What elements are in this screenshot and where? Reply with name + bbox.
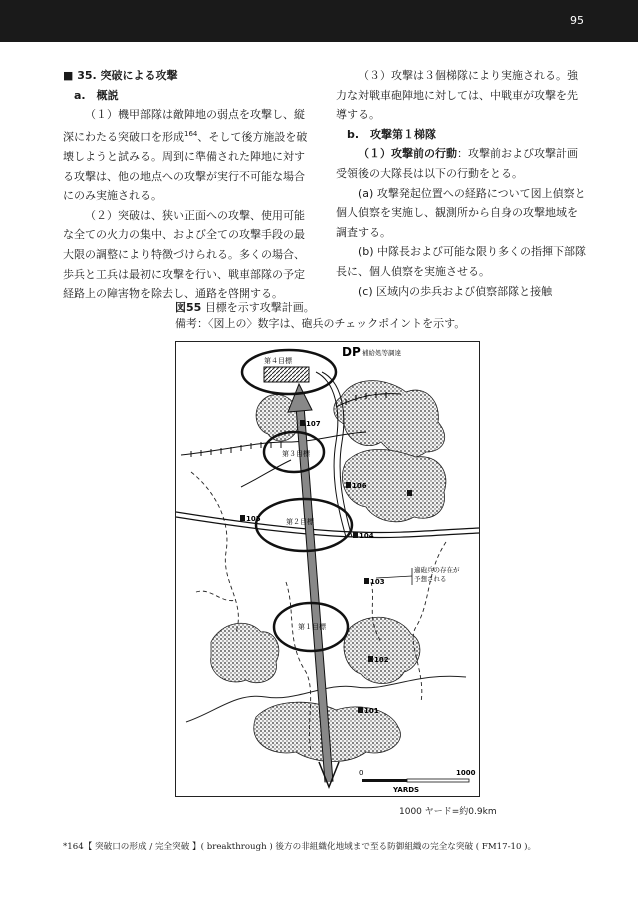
checkpoint-103-marker bbox=[364, 578, 369, 584]
checkpoint-101-marker bbox=[358, 707, 363, 713]
scale-bar-left bbox=[362, 779, 407, 782]
paragraph-4-text: ：攻撃前および攻撃計画受領後の大隊長は以下の行動をとる。 bbox=[336, 147, 578, 180]
paragraph-3: （３）攻撃は３個梯隊により実施される。強力な対戦車砲陣地に対しては、中戦車が攻撃を先導する。 bbox=[336, 69, 578, 122]
subsection-a-heading: a. 概説 bbox=[74, 88, 119, 102]
dashed-trail-1 bbox=[191, 472, 238, 632]
item-c: (c) 区域内の歩兵および偵察部隊と接触 bbox=[358, 284, 553, 298]
left-column bbox=[63, 66, 315, 304]
barbed-wire-2 bbox=[241, 460, 291, 487]
scale-unit-label: YARDS bbox=[393, 786, 420, 794]
checkpoint-107-label: 107 bbox=[306, 420, 321, 428]
dp-label: DP bbox=[342, 345, 361, 359]
enemy-artillery-leader bbox=[376, 576, 412, 578]
checkpoint-106-label: 106 bbox=[352, 482, 367, 490]
checkpoint-102-label: 102 bbox=[374, 656, 389, 664]
paragraph-1 bbox=[63, 105, 315, 206]
paragraph-4-heading: （１）攻撃前の行動 bbox=[358, 147, 457, 161]
scale-start-label: 0 bbox=[359, 769, 364, 777]
wooded-area-southeast bbox=[344, 617, 420, 683]
figure-number: 図55 bbox=[175, 301, 202, 314]
item-b: (b) 中隊長および可能な限り多くの指揮下部隊長に、個人偵察を実施させる。 bbox=[336, 245, 587, 278]
dashed-trail-5 bbox=[196, 591, 236, 601]
checkpoint-103-label: 103 bbox=[370, 578, 385, 586]
attack-plan-map bbox=[175, 341, 480, 797]
subsection-b-heading: b. 攻撃第１梯隊 bbox=[347, 127, 437, 141]
paragraph-1-text: （１）機甲部隊は敵陣地の弱点を攻撃し、縦深にわたる突破口を形成 bbox=[63, 108, 305, 144]
page-header-bar bbox=[0, 0, 638, 42]
checkpoint-104-marker bbox=[353, 532, 358, 538]
wooded-area-west bbox=[211, 623, 279, 682]
figure-caption-text: 目標を示す攻撃計画。 bbox=[204, 301, 315, 314]
paragraph-1-continued: 、そして後方施設を破壊しようと試みる。周到に準備された陣地に対する攻撃は、他の地点への攻撃が実行不可能な場合にのみ実施される。 bbox=[63, 130, 308, 203]
checkpoint-105-label: 105 bbox=[246, 515, 261, 523]
enemy-artillery-note-line1: 適砲兵の存在が bbox=[414, 566, 460, 574]
main-road-edge bbox=[176, 517, 479, 538]
checkpoint-106-marker bbox=[346, 482, 351, 488]
figure-note: 備考：〈図上の〉数字は、砲兵のチェックポイントを示す。 bbox=[175, 317, 466, 330]
objective-4-block bbox=[264, 367, 309, 382]
figure-caption bbox=[175, 300, 465, 332]
objective-4-label: 第４目標 bbox=[264, 357, 292, 365]
checkpoint-102-marker bbox=[368, 656, 373, 662]
page-number: 95 bbox=[570, 14, 584, 27]
attack-plan-map-svg bbox=[176, 342, 479, 796]
scale-note: 1000 ヤード=約0.9km bbox=[399, 807, 497, 817]
enemy-artillery-note-line2: 予想される bbox=[414, 575, 447, 583]
objective-1-label: 第１目標 bbox=[298, 623, 326, 631]
scale-bar-right bbox=[407, 779, 469, 782]
scale-end-label: 1000 bbox=[456, 769, 476, 777]
checkpoint-105-marker bbox=[240, 515, 245, 521]
objective-3-label: 第３目標 bbox=[282, 450, 310, 458]
checkpoint-104-label: 104 bbox=[359, 532, 374, 540]
footnote-ref: 164 bbox=[184, 129, 198, 138]
section-heading: ■ 35. 突破による攻撃 bbox=[63, 69, 178, 82]
right-column bbox=[336, 66, 588, 301]
item-a: (a) 攻撃発起位置への経路について図上偵察と個人偵察を実施し、観測所から自身の攻撃地域を調査する。 bbox=[336, 186, 586, 239]
objective-2-label: 第２目標 bbox=[286, 518, 314, 526]
checkpoint-101-label: 101 bbox=[364, 707, 379, 715]
footnote: *164【 突破口の形成 / 完全突破 】( breakthrough ) 後方の非組織化地域まで至る防御組織の完全な突破 ( FM17-10 )。 bbox=[63, 842, 537, 852]
figure-title bbox=[175, 300, 465, 316]
paragraph-4 bbox=[336, 144, 588, 183]
attack-axis-arrowhead bbox=[288, 384, 312, 412]
checkpoint-107-marker bbox=[300, 420, 305, 426]
paragraph-2: （２）突破は、狭い正面への攻撃、使用可能な全ての火力の集中、および全ての攻撃手段の最大限の調整により特徴づけられる。多くの場合、歩兵と工兵は最初に攻撃を行い、戦車部隊の予定経路上の障害物を除去し、通路を啓開する。 bbox=[63, 208, 305, 301]
emplacement-marker-1 bbox=[407, 490, 412, 496]
wooded-area-north bbox=[334, 381, 445, 458]
dp-note: 補給処等調達 bbox=[362, 349, 401, 357]
